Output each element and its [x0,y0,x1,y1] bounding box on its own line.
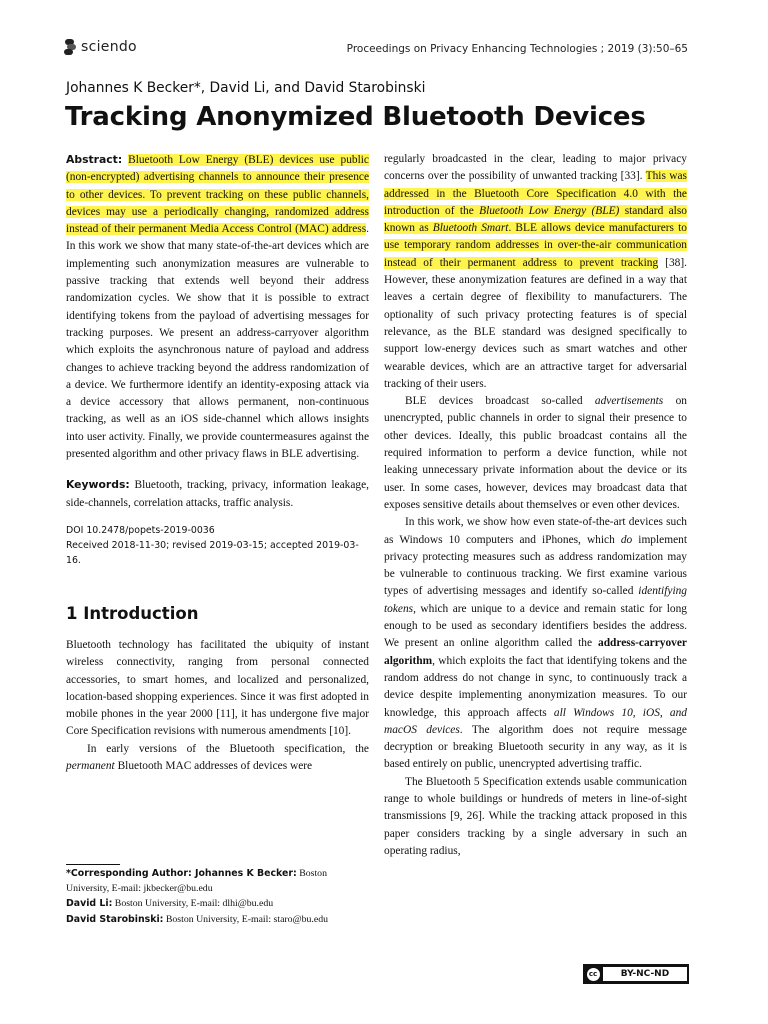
footnote-author-3 [66,912,369,927]
publisher-logo [63,39,137,55]
footnote-author-2 [66,896,369,911]
p1-text: regularly broadcasted in the clear, leading to major privacy concerns over the possibility of unwanted tracking [33]. [384,153,687,183]
intro-paragraph-2 [66,741,369,776]
sciendo-logo-icon [63,39,76,55]
received-line: Received 2018-11-30; revised 2019-03-15; accepted 2019-03-16. [66,539,359,566]
footnote-corresponding-author [66,866,369,896]
keywords [66,476,369,512]
creative-commons-icon [584,965,602,983]
abstract-text: . In this work we show that many state-of-the-art devices which are implementing such anonymization measures are vulnerable to passive tracking that extends well beyond their address randomization cycles. We show that it is possible to extract identifying tokens from the payload of advertising messages for tracking purposes. We present an address-carryover algorithm which exploits the asynchronous nature of payload and address changes to achieve tracking beyond the address randomization of a device. We furthermore identify an identity-exposing attack via a device accessory that allows permanent, non-continuous tracking, as well as an iOS side-channel which allows insights into user activity. Finally, we provide countermeasures against the presented algorithm and other privacy flaws in BLE advertising. [66,223,369,461]
p3-text: implement privacy protecting measures such as address randomization may be vulnerable to continuous tracking. We first examine various types of advertising messages and identify so-called [384,533,687,598]
body-paragraph-2 [384,393,687,514]
p1-hl-emphasis: Bluetooth Smart [432,222,509,235]
p3-emphasis: do [620,533,633,546]
journal-citation: Proceedings on Privacy Enhancing Technologies ; 2019 (3):50–65 [346,43,688,55]
p2-text-end: on unencrypted, public channels in order to signal their presence to other devices. Ideally, this public broadcast contains all the required information to perform a device function, while not leaking unnecessary private information about the device or its user. In some cases, however, devices may broadcast data that exposes sensitive details about themselves or even other devices. [384,395,687,511]
p1-hl-emphasis: Bluetooth Low Energy (BLE) [479,204,620,217]
p3-text: , which are unique to a device and remain static for long enough to be used as secondary identifiers besides the address. We present an online algorithm called the [384,602,687,650]
cc-symbol: cc [587,968,600,981]
keywords-label: Keywords: [66,478,130,492]
p1-text-end: [38]. However, these anonymization features are defined in a way that leaves a certain degree of flexibility to manufacturers. The optionality of such privacy protecting features is of special relevance, as the BLE standard was designed specifically to support low-energy devices such as smart watches and other wearable devices, which are an attractive target for adversarial tracking of their users. [384,256,687,390]
intro-p2-text: In early versions of the Bluetooth specification, the [87,742,369,755]
doi-block [66,523,369,568]
p3-bold-term: address-carryover algorithm [384,637,687,667]
intro-p2-text-end: Bluetooth MAC addresses of devices were [114,760,313,773]
doi-line: DOI 10.2478/popets-2019-0036 [66,524,215,536]
right-column [384,151,687,860]
intro-paragraph-1: Bluetooth technology has facilitated the ubiquity of instant wireless connectivity, ranging from personal connected accessories, to smart homes, and localized and personalized, location-based shopping experiences. Since it was first adopted in mobile phones in the year 2000 [11], it has undergone five major Core Specification revisions with numerous amendments [10]. [66,638,369,738]
license-label: BY-NC-ND [603,967,687,981]
p2-text: BLE devices broadcast so-called [405,395,595,408]
body-paragraph-4: The Bluetooth 5 Specification extends usable communication range to whole buildings or hundreds of meters in line-of-sight transmissions [9, 26]. While the tracking attack proposed in this paper considers tracking by a single adversary in such an operating radius, [384,775,687,857]
footnote-label: *Corresponding Author: Johannes K Becker: [66,868,297,879]
section-heading-introduction: 1 Introduction [66,603,199,623]
author-list: Johannes K Becker*, David Li, and David Starobinski [66,80,426,96]
p2-emphasis: advertisements [594,395,664,408]
footnote-rule [66,864,120,865]
abstract [66,151,369,463]
p1-hl-text: . BLE allows device manufacturers to use temporary random addresses in over-the-air communication instead of their permanent address to prevent tracking [384,222,687,269]
left-column [66,151,369,775]
body-paragraph-3 [384,514,687,773]
footnotes [66,866,369,927]
paper-title: Tracking Anonymized Bluetooth Devices [65,102,646,132]
abstract-label: Abstract: [66,153,123,166]
p1-highlight [384,170,687,268]
body-paragraph-1 [384,151,687,393]
footnote-text: Boston University, E-mail: jkbecker@bu.edu [66,868,327,895]
footnote-text: Boston University, E-mail: staro@bu.edu [163,913,328,925]
publisher-name: sciendo [81,39,137,55]
footnote-label: David Starobinski: [66,913,164,925]
p3-emphasis: all Windows 10, iOS, and macOS devices [384,706,687,736]
footnote-text: Boston University, E-mail: dlhi@bu.edu [112,898,274,910]
keywords-text: Bluetooth, tracking, privacy, information leakage, side-channels, correlation attacks, traffic analysis. [66,479,369,509]
p1-hl-text: This was addressed in the Bluetooth Core Specification 4.0 with the introduction of the [384,170,687,217]
p3-text: , which exploits the fact that identifying tokens and the random address do not change in sync, to continuously track a device despite implementing anonymization measures. To our knowledge, this approach affects [384,654,687,719]
footnote-label: David Li: [66,898,113,910]
p3-emphasis: identifying tokens [384,585,687,615]
intro-p2-emphasis: permanent [66,760,115,773]
p3-text: In this work, we show how even state-of-the-art devices such as Windows 10 computers and iPhones, which [384,516,687,546]
p3-text-end: . The algorithm does not require message decryption or breaking Bluetooth security in any way, as it is based entirely on public, unencrypted advertising traffic. [384,723,687,771]
p1-hl-text: standard also known as [384,204,687,235]
license-badge [583,964,689,984]
abstract-highlight: Bluetooth Low Energy (BLE) devices use public (non-encrypted) advertising channels to announce their presence to other devices. To prevent tracking on these public channels, devices may use a periodically changing, randomized address instead of their permanent Media Access Control (MAC) address [66,154,369,236]
